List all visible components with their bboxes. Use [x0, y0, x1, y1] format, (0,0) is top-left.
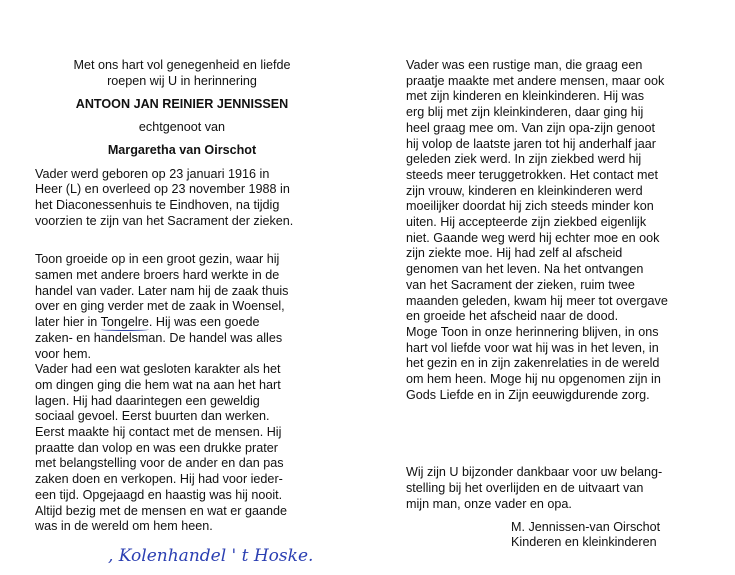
text-line: zaken doen en verkopen. Hij had voor ieder-: [35, 472, 283, 487]
paragraph-life: [35, 252, 329, 535]
text-line: Gods Liefde en in Zijn eeuwigdurende zorg.: [406, 387, 650, 402]
text-line: om hem heen. Moge hij nu opgenomen zijn in: [406, 372, 661, 387]
text-line: Eerst maakte hij contact met de mensen. Hij: [35, 425, 282, 440]
handwriting-svg: [108, 540, 348, 570]
intro-line-2: roepen wij U in herinnering: [107, 73, 257, 88]
text-line: [35, 315, 329, 331]
text-line: was in de wereld om hem heen.: [35, 519, 213, 534]
text-line: steeds meer teruggetrokken. Het contact met: [406, 167, 658, 182]
text-line: praatte dan volop en was een drukke prater: [35, 440, 278, 455]
text-line: Vader had een wat gesloten karakter als het: [35, 362, 281, 377]
handwritten-note: , Kolenhandel ' t Hoske.: [108, 546, 314, 566]
right-column: [406, 58, 696, 551]
text-line: lagen. Hij had daarintegen een geweldig: [35, 393, 260, 408]
paragraph-thanks: [406, 465, 696, 512]
text-line: handel van vader. Later nam hij de zaak thuis: [35, 283, 289, 298]
text-line: zijn ziekte moe. Hij had zelf al afscheid: [406, 246, 623, 261]
text-line: en groeide het afscheid naar de dood.: [406, 309, 619, 324]
text-line: hij volop de laatste jaren tot hij anderhalf jaar: [406, 136, 656, 151]
text-line: Heer (L) en overleed op 23 november 1988 in: [35, 182, 290, 197]
intro-line-1: Met ons hart vol genegenheid en liefde: [73, 58, 291, 72]
text-line: met belangstelling voor de ander en dan pas: [35, 456, 284, 471]
text-line: voor hem.: [35, 346, 91, 361]
handwritten-annotation: [108, 540, 348, 570]
text-line: erg blij met zijn kleinkinderen, daar ging hij: [406, 105, 644, 120]
text-line: heel graag mee om. Van zijn opa-zijn genoot: [406, 120, 655, 135]
text-line: uiten. Hij accepteerde zijn ziekbed eigenlijk: [406, 215, 647, 230]
left-column: [35, 58, 329, 535]
text-line: Moge Toon in onze herinnering blijven, in ons: [406, 324, 659, 339]
underlined-place-name: Tongelre: [100, 315, 149, 330]
deceased-name: ANTOON JAN REINIER JENNISSEN: [75, 97, 289, 112]
text-line: Altijd bezig met de mensen en wat er gaande: [35, 503, 288, 518]
text-line: Vader was een rustige man, die graag een: [406, 58, 643, 72]
text-line: over en ging verder met de zaak in Woensel,: [35, 299, 285, 314]
signature-family: Kinderen en kleinkinderen: [511, 535, 657, 550]
text-line: mijn man, onze vader en opa.: [406, 496, 572, 511]
text-line: Vader werd geboren op 23 januari 1916 in: [35, 166, 270, 181]
text-line: moeilijker doordat hij zich steeds minder kon: [406, 199, 654, 214]
text-line: hart vol liefde voor wat hij was in het leven, in: [406, 340, 659, 355]
text-line: genomen van het leven. Na het ontvangen: [406, 262, 644, 277]
signature-spouse: M. Jennissen-van Oirschot: [511, 519, 661, 534]
text-line: zaken- en handelsman. De handel was alles: [35, 330, 283, 345]
text-line: sociaal gevoel. Eerst buurten dan werken.: [35, 409, 270, 424]
text-line: geleden ziek werd. In zijn ziekbed werd hij: [406, 152, 642, 167]
text-line: met zijn kinderen en kleinkinderen. Hij was: [406, 89, 644, 104]
text-line: van het Sacrament der zieken, ruim twee: [406, 277, 635, 292]
paragraph-birth-death: [35, 167, 329, 230]
relation-text: echtgenoot van: [138, 120, 226, 135]
text-span: . Hij was een goede: [148, 315, 260, 330]
text-line: praatje maakte met andere mensen, maar ook: [406, 73, 665, 88]
text-line: een tijd. Opgejaagd en haastig was hij nooit.: [35, 487, 283, 502]
paragraph-character: [406, 58, 696, 403]
text-line: niet. Gaande weg werd hij echter moe en ook: [406, 230, 660, 245]
text-line: zijn vrouw, kinderen en kleinkinderen werd: [406, 183, 643, 198]
text-line: het Diaconessenhuis te Eindhoven, na tijdig: [35, 197, 280, 212]
text-line: maanden geleden, kwam hij meer tot overgave: [406, 293, 668, 308]
signature-block: [406, 520, 696, 551]
text-span: later hier in: [35, 315, 101, 330]
text-line: het gezin en in zijn zakenrelaties in de wereld: [406, 356, 660, 371]
text-line: samen met andere broers hard werkte in de: [35, 268, 280, 283]
text-line: stelling bij het overlijden en de uitvaart van: [406, 481, 644, 496]
text-line: Toon groeide op in een groot gezin, waar hij: [35, 252, 280, 267]
spouse-name: Margaretha van Oirschot: [107, 142, 257, 157]
text-line: voorzien te zijn van het Sacrament der zieken.: [35, 213, 294, 228]
text-line: Wij zijn U bijzonder dankbaar voor uw belang-: [406, 465, 663, 480]
text-line: om dingen ging die hem wat na aan het hart: [35, 377, 281, 392]
